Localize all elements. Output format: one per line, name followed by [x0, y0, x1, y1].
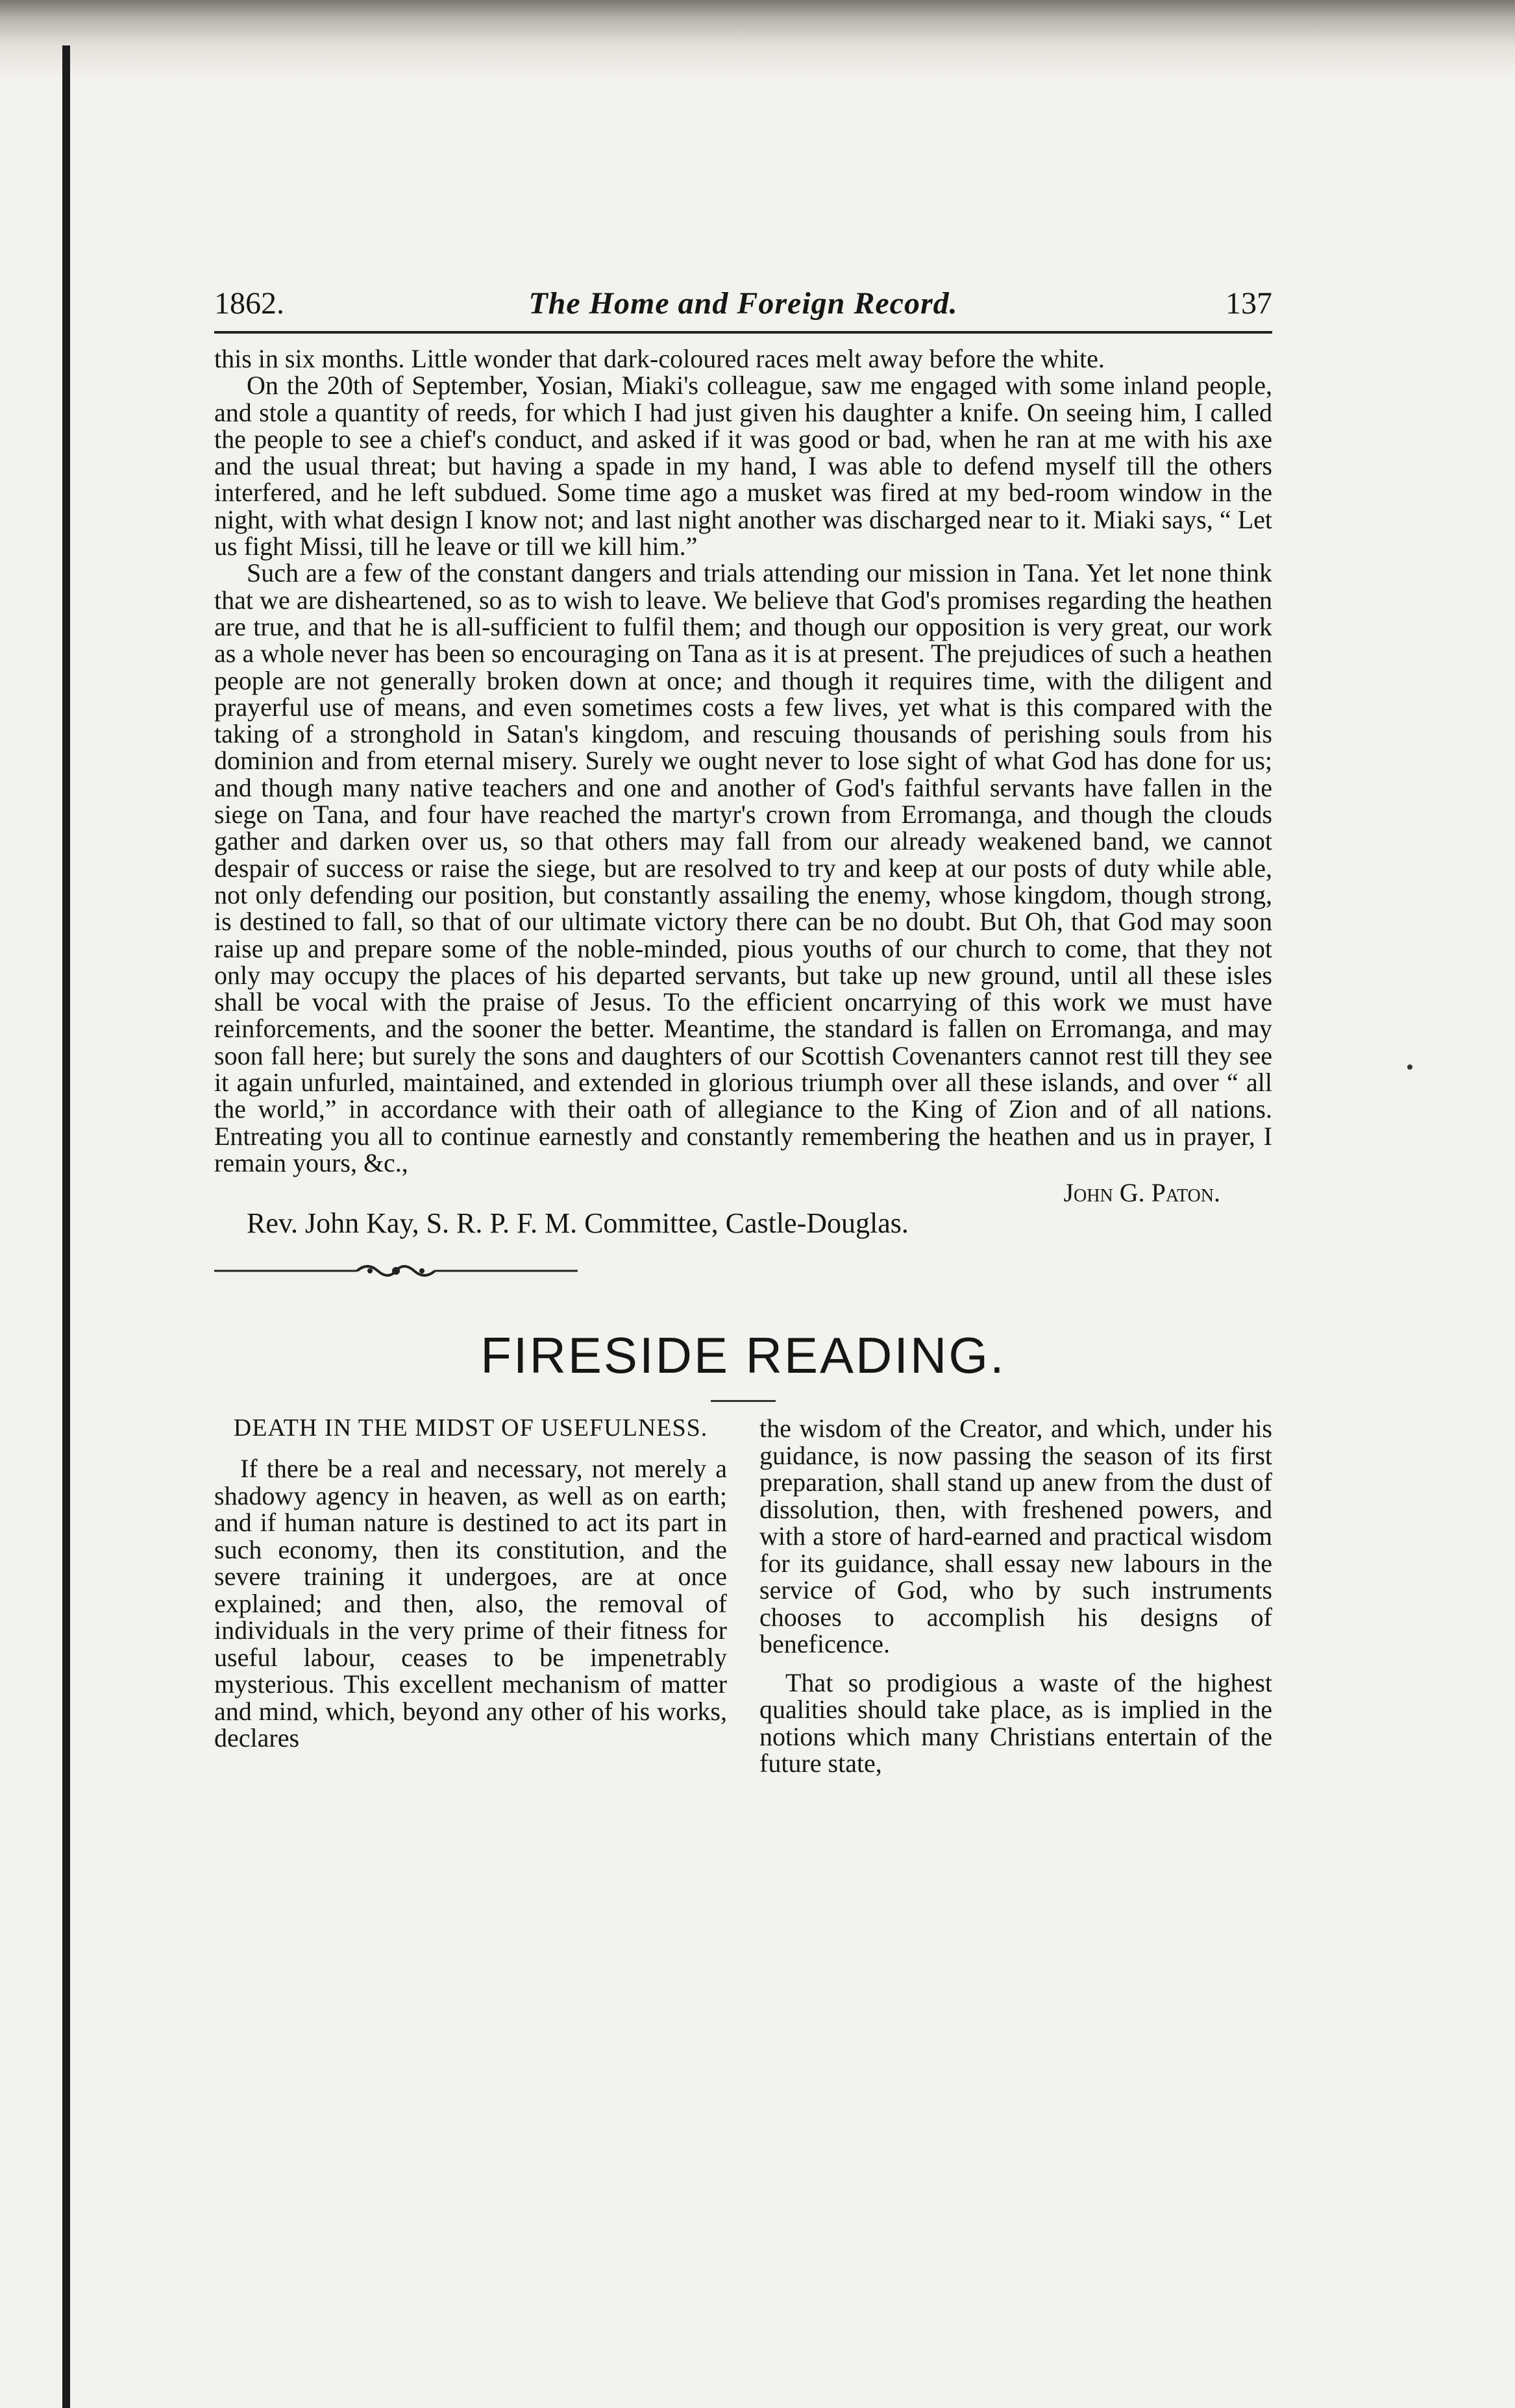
- section-title: FIRESIDE READING.: [480, 1327, 1006, 1384]
- letter-addressee: Rev. John Kay, S. R. P. F. M. Committee, Castle-Douglas.: [247, 1207, 909, 1240]
- running-head: [214, 286, 1272, 334]
- running-head-year: 1862.: [214, 286, 284, 321]
- letter-paragraph: Such are a few of the constant dangers and trials attending our mission in Tana. Yet let none think that we are disheartened, so as to wish to leave. We believe that God's promises regarding the heathen are true, and that he is all-sufficient to fulfil them; and though our opposition is very great, our work as a whole never has been so encouraging on Tana as it is at present. The prejudices of such a heathen people are not generally broken down at once; and though it requires time, with the diligent and prayerful use of means, and even sometimes costs a few lives, yet what is this compared with the taking of a stronghold in Satan's kingdom, and rescuing thousands of perishing souls from his dominion and from eternal misery. Surely we ought never to lose sight of what God has done for us; and though many native teachers and one and another of God's faithful servants have fallen in the siege on Tana, and four have reached the martyr's crown from Erromanga, and though the clouds gather and darken over us, so that others may fall from our already weakened band, we cannot despair of success or raise the siege, but are resolved to try and keep at our posts of duty while able, not only defending our position, but constantly assailing the enemy, whose kingdom, though strong, is destined to fall, so that of our ultimate victory there can be no doubt. But Oh, that God may soon raise up and prepare some of the noble-minded, pious youths of our church to come, that they not only may occupy the places of his departed servants, but take up new ground, until all these isles shall be vocal with the praise of Jesus. To the efficient oncarrying of this work we must have reinforcements, and the sooner the better. Meantime, the standard is fallen on Erromanga, and may soon fall here; but surely the sons and daughters of our Scottish Covenanters cannot rest till they see it again unfurled, maintained, and extended in glorious triumph over all these islands, and over “ all the world,” in accordance with their oath of allegiance to the King of Zion and of all nations. Entreating you all to continue earnestly and constantly remembering the heathen and us in prayer, I remain yours, &c.,: [214, 558, 1272, 1177]
- two-column-article: [214, 1415, 1272, 1777]
- letter-paragraph: On the 20th of September, Yosian, Miaki's colleague, saw me engaged with some inland people, and stole a quantity of reeds, for which I had just given his daughter a knife. On seeing him, I called the people to see a chief's conduct, and asked if it was good or bad, when he ran at me with his axe and the usual threat; but having a spade in my hand, I was able to defend myself till the others interfered, and he left subdued. Some time ago a musket was fired at my bed-room window in the night, with what design I know not; and last night another was discharged near to it. Miaki says, “ Let us fight Missi, till he leave or till we kill him.”: [214, 371, 1272, 561]
- letter-body: [214, 345, 1272, 1176]
- letter-signature: John G. Paton.: [1063, 1178, 1220, 1208]
- document-page: [214, 286, 1272, 1777]
- article-paragraph: If there be a real and necessary, not merely a shadowy agency in heaven, as well as on earth; and if human nature is destined to act its part in such economy, then its constitution, and the severe training it undergoes, are at once explained; and then, also, the removal of individuals in the very prime of their fitness for useful labour, ceases to be impenetrably mysterious. This excellent mechanism of matter and mind, which, beyond any other of his works, declares: [214, 1454, 727, 1753]
- letter-paragraph: this in six months. Little wonder that dark-coloured races melt away before the white.: [214, 344, 1105, 373]
- binding-spine-line: [62, 45, 70, 2408]
- page-top-edge: [0, 0, 1515, 78]
- article-right-column: [759, 1415, 1272, 1777]
- article-left-column: [214, 1415, 727, 1777]
- running-head-title: The Home and Foreign Record.: [528, 286, 958, 321]
- article-paragraph: the wisdom of the Creator, and which, under his guidance, is now passing the season of its first preparation, shall stand up anew from the dust of dissolution, then, with freshened powers, and with a store of hard-earned and practical wisdom for its guidance, shall essay new labours in the service of God, who by such instruments chooses to accomplish his designs of beneficence.: [759, 1414, 1272, 1659]
- section-rule: [711, 1400, 776, 1402]
- page-number: 137: [1226, 286, 1272, 321]
- section-divider-ornament: [214, 1258, 578, 1284]
- article-title: DEATH IN THE MIDST OF USEFULNESS.: [233, 1414, 708, 1442]
- margin-mark: [1407, 1064, 1412, 1070]
- article-paragraph: That so prodigious a waste of the highest qualities should take place, as is implied in the notions which many Christians entertain of the future state,: [759, 1667, 1272, 1778]
